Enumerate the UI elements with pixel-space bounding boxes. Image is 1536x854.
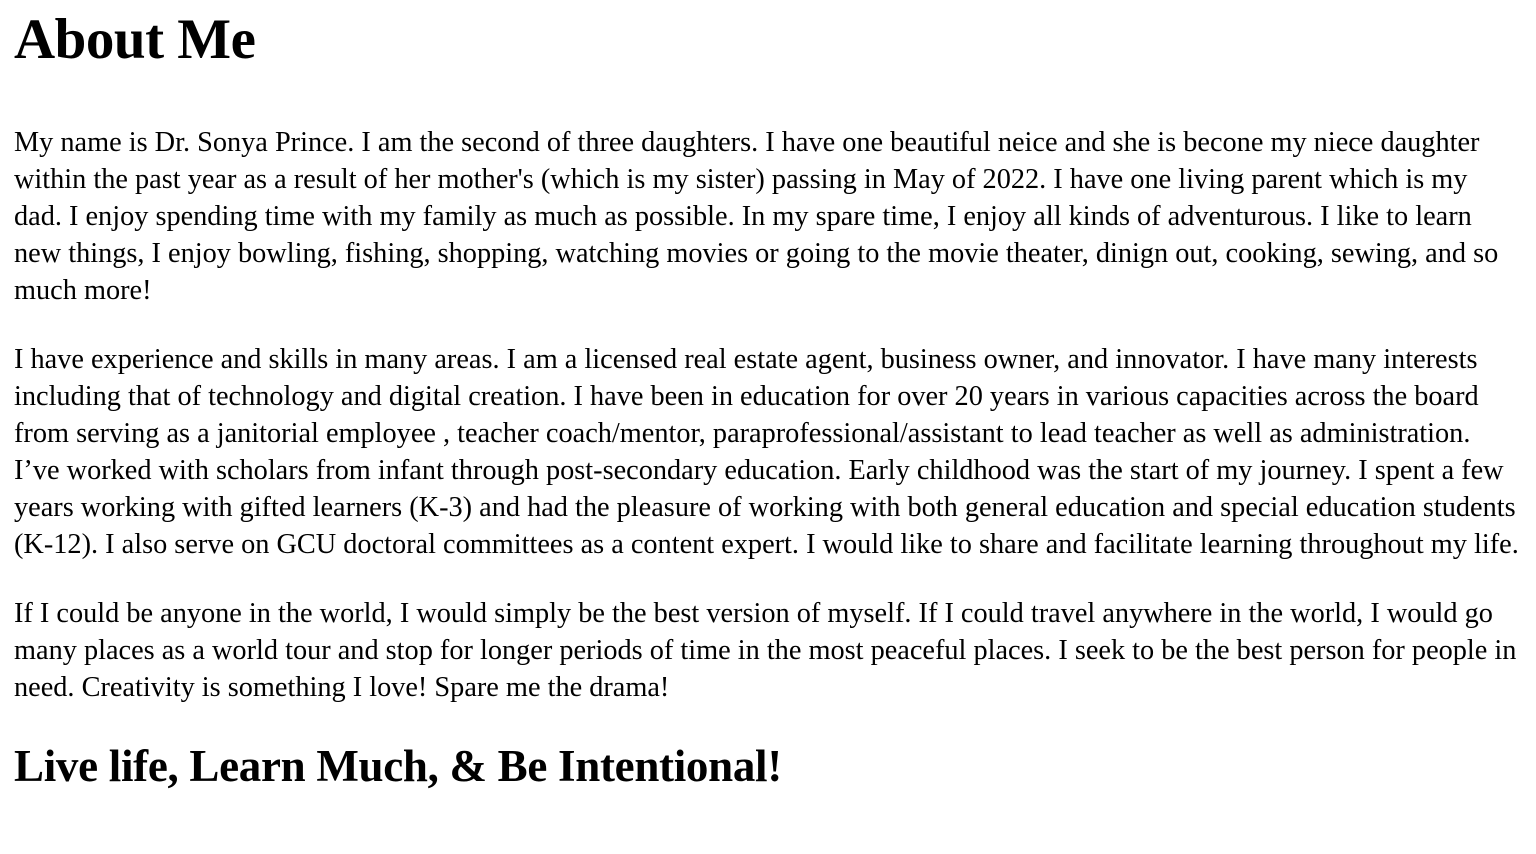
paragraph-aspirations: If I could be anyone in the world, I would simply be the best version of myself. If I could travel anywhere in the world, I would go many places as a world tour and stop for longer periods of time in the most peaceful places. I seek to be the best person for people in need. Creativity is something I love! Spare me the drama! xyxy=(14,598,1517,703)
paragraph-family: My name is Dr. Sonya Prince. I am the second of three daughters. I have one beautiful neice and she is becone my niece daughter within the past year as a result of her mother's (which is my sister) passing in May of 2022. I have one living parent which is my dad. I enjoy spending time with my family as much as possible. In my spare time, I enjoy all kinds of adventurous. I like to learn new things, I enjoy bowling, fishing, shopping, watching movies or going to the movie theater, dinign out, cooking, sewing, and so much more! xyxy=(14,127,1499,306)
motto-heading: Live life, Learn Much, & Be Intentional! xyxy=(14,741,782,791)
paragraph-experience: I have experience and skills in many areas. I am a licensed real estate agent, business owner, and innovator. I have many interests including that of technology and digital creation. I have been in education for over 20 years in various capacities across the board from serving as a janitorial employee , teacher coach/mentor, paraprofessional/assistant to lead teacher as well as administration. I’ve worked with scholars from infant through post-secondary education. Early childhood was the start of my journey. I spent a few years working with gifted learners (K-3) and had the pleasure of working with both general education and special education students (K-12). I also serve on GCU doctoral committees as a content expert. I would like to share and facilitate learning throughout my life. xyxy=(14,344,1519,560)
page-title: About Me xyxy=(14,8,256,71)
